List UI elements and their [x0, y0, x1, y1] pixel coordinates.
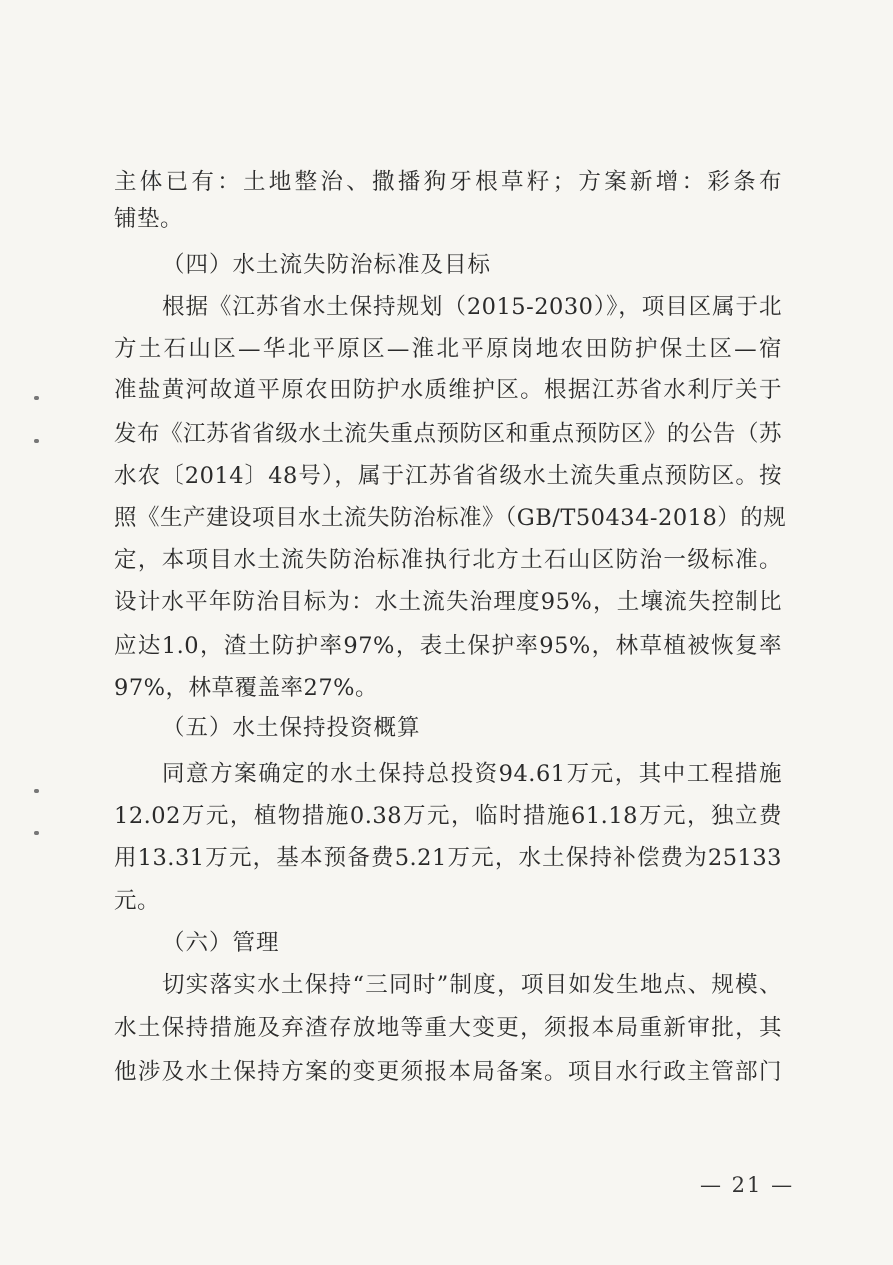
paragraph-line: 发布《江苏省省级水土流失重点预防区和重点预防区》的公告（苏	[114, 421, 782, 447]
paragraph-line: 照《生产建设项目水土流失防治标准》（GB/T50434-2018）的规	[114, 505, 787, 531]
paragraph-line: 水土保持措施及弃渣存放地等重大变更，须报本局重新审批，其	[114, 1015, 782, 1041]
paragraph-line: 准盐黄河故道平原农田防护水质维护区。根据江苏省水利厅关于	[114, 377, 782, 403]
paragraph-line: 主体已有：土地整治、撒播狗牙根草籽；方案新增：彩条布	[114, 169, 782, 195]
scan-mark	[34, 831, 39, 835]
paragraph-line: 用13.31万元，基本预备费5.21万元，水土保持补偿费为25133	[114, 845, 782, 871]
scan-mark	[34, 439, 39, 443]
section-heading: （四）水土流失防治标准及目标	[162, 252, 492, 278]
page-number: — 21 —	[700, 1173, 795, 1197]
paragraph-line: 97%，林草覆盖率27%。	[114, 675, 379, 701]
paragraph-line: 定，本项目水土流失防治标准执行北方土石山区防治一级标准。	[114, 547, 782, 573]
scan-mark	[34, 396, 39, 400]
section-heading: （五）水土保持投资概算	[162, 715, 421, 741]
scan-mark	[34, 789, 39, 793]
paragraph-line: 元。	[114, 888, 161, 914]
section-heading: （六）管理	[162, 930, 280, 956]
paragraph-line: 12.02万元，植物措施0.38万元，临时措施61.18万元，独立费	[114, 803, 782, 829]
paragraph-line: 方土石山区—华北平原区—淮北平原岗地农田防护保土区—宿	[114, 336, 782, 362]
paragraph-line: 同意方案确定的水土保持总投资94.61万元，其中工程措施	[162, 761, 782, 787]
paragraph-line: 根据《江苏省水土保持规划（2015-2030）》，项目区属于北	[162, 294, 782, 320]
paragraph-line: 应达1.0，渣土防护率97%，表土保护率95%，林草植被恢复率	[114, 633, 782, 659]
paragraph-line: 水农〔2014〕48号），属于江苏省省级水土流失重点预防区。按	[114, 463, 782, 489]
paragraph-line: 设计水平年防治目标为：水土流失治理度95%，土壤流失控制比	[114, 589, 782, 615]
paragraph-line: 铺垫。	[114, 206, 184, 232]
paragraph-line: 他涉及水土保持方案的变更须报本局备案。项目水行政主管部门	[114, 1059, 782, 1085]
paragraph-line: 切实落实水土保持“三同时”制度，项目如发生地点、规模、	[162, 972, 782, 998]
